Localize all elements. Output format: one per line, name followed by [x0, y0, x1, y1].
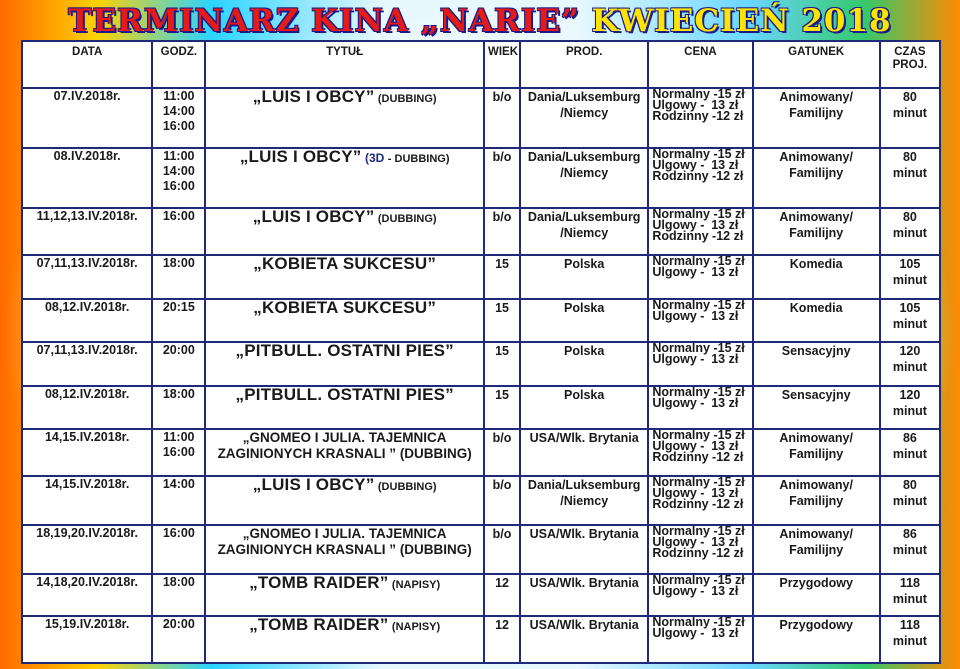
- film-title-line2: ZAGINIONYCH KRASNALI ” (DUBBING): [217, 446, 472, 461]
- price-value: 13 zł: [711, 352, 739, 366]
- genre-cell: [754, 209, 881, 256]
- production-cell: [521, 526, 649, 575]
- genre-line1: Animowany/: [779, 90, 853, 104]
- age-cell: 12: [485, 575, 521, 617]
- production-line1: Dania/Luksemburg: [527, 478, 641, 492]
- film-title: „KOBIETA SUKCESU”: [253, 300, 437, 317]
- price-value: 15 zł: [717, 209, 745, 221]
- price-value: 13 zł: [711, 626, 739, 640]
- price-type: Ulgowy -: [652, 626, 705, 640]
- film-title: „LUIS I OBCY”: [252, 89, 375, 106]
- length-unit: minut: [892, 447, 927, 461]
- price-line: [652, 546, 744, 560]
- format-3d: (3D: [364, 151, 385, 165]
- col-header-time: GODZ.: [153, 42, 206, 89]
- production-cell: [521, 209, 649, 256]
- price-value: 15 zł: [717, 149, 745, 161]
- price-type: Rodzinny -: [652, 546, 717, 560]
- production-line1: Dania/Luksemburg: [527, 210, 641, 224]
- price-type: Ulgowy -: [652, 218, 705, 232]
- col-header-price: CENA: [649, 42, 753, 89]
- price-value: 15 zł: [717, 89, 745, 101]
- price-type: Normalny -: [652, 149, 718, 161]
- length-cell: [881, 209, 939, 256]
- price-type: Rodzinny -: [652, 229, 717, 243]
- price-value: 15 zł: [717, 526, 745, 538]
- film-title: „TOMB RAIDER”: [249, 575, 389, 592]
- time-cell: [153, 477, 206, 526]
- price-value: 13 zł: [711, 98, 739, 112]
- price-type: Rodzinny -: [652, 169, 717, 183]
- production-line1: Polska: [564, 301, 605, 315]
- length-value: 105: [899, 257, 921, 271]
- production-line1: Dania/Luksemburg: [527, 150, 641, 164]
- price-value: 12 zł: [716, 169, 744, 183]
- price-cell: [649, 209, 753, 256]
- length-cell: [881, 300, 939, 343]
- price-line: [652, 628, 738, 639]
- price-value: 13 zł: [711, 439, 739, 453]
- showtime: 11:00: [163, 430, 195, 444]
- date-cell: 14,18,20.IV.2018r.: [23, 575, 153, 617]
- price-cell: [649, 343, 753, 387]
- production-line2: /Niemcy: [560, 494, 609, 508]
- production-line2: /Niemcy: [560, 226, 609, 240]
- showtime: 16:00: [162, 119, 195, 133]
- film-title: „GNOMEO I JULIA. TAJEMNICA: [242, 526, 447, 541]
- genre-line1: Animowany/: [779, 431, 853, 445]
- production-cell: [521, 430, 649, 477]
- genre-cell: [754, 256, 881, 300]
- title-cinema: TERMINARZ KINA „NARIE”: [68, 3, 580, 39]
- film-version: (NAPISY): [391, 579, 441, 591]
- length-value: 86: [902, 527, 917, 541]
- price-type: Normalny -: [652, 526, 718, 538]
- price-line: [652, 229, 744, 243]
- title-cell: [206, 343, 485, 387]
- price-line: [652, 109, 744, 123]
- price-value: 13 zł: [711, 218, 739, 232]
- showtime: 11:00: [163, 89, 195, 103]
- film-version: (DUBBING): [377, 213, 437, 225]
- price-value: 15 zł: [717, 387, 745, 399]
- price-type: Ulgowy -: [652, 309, 705, 323]
- length-unit: minut: [892, 360, 927, 374]
- time-cell: [153, 430, 206, 477]
- table-row: [23, 575, 939, 617]
- price-type: Normalny -: [652, 617, 718, 629]
- length-cell: [881, 149, 939, 209]
- time-cell: [153, 526, 206, 575]
- col-header-length-line1: CZAS: [894, 46, 926, 58]
- age-cell: b/o: [485, 430, 521, 477]
- production-cell: [521, 343, 649, 387]
- price-line: [652, 450, 744, 464]
- title-cell: [206, 89, 485, 149]
- table-row: [23, 617, 939, 662]
- genre-cell: [754, 387, 881, 430]
- price-type: Rodzinny -: [652, 497, 717, 511]
- price-value: 15 zł: [717, 430, 745, 442]
- price-value: 12 zł: [716, 450, 744, 464]
- length-value: 80: [902, 90, 917, 104]
- film-title-line2: ZAGINIONYCH KRASNALI ” (DUBBING): [217, 542, 472, 557]
- length-value: 105: [899, 301, 921, 315]
- film-title: „TOMB RAIDER”: [249, 617, 389, 634]
- genre-cell: [754, 430, 881, 477]
- showtime: 14:00: [162, 104, 195, 118]
- genre-cell: [754, 149, 881, 209]
- film-title: „LUIS I OBCY”: [252, 477, 375, 494]
- price-value: 15 zł: [717, 575, 745, 587]
- date-cell: 07,11,13.IV.2018r.: [23, 343, 153, 387]
- price-line: [652, 398, 738, 409]
- col-header-length: [881, 42, 939, 89]
- title-cell: [206, 149, 485, 209]
- genre-line2: Familijny: [789, 166, 844, 180]
- price-line: [652, 267, 738, 278]
- genre-line2: Familijny: [789, 226, 844, 240]
- showtime: 11:00: [163, 149, 195, 163]
- price-value: 13 zł: [711, 535, 739, 549]
- price-type: Normalny -: [652, 89, 718, 101]
- price-line: [652, 354, 738, 365]
- length-unit: minut: [892, 166, 927, 180]
- col-header-length-line2: PROJ.: [892, 59, 928, 71]
- price-value: 13 zł: [711, 309, 739, 323]
- genre-line2: Familijny: [789, 494, 844, 508]
- price-type: Normalny -: [652, 209, 718, 221]
- length-value: 120: [899, 388, 921, 402]
- price-type: Normalny -: [652, 256, 718, 268]
- price-type: Rodzinny -: [652, 109, 717, 123]
- genre-line1: Animowany/: [779, 478, 853, 492]
- price-type: Ulgowy -: [652, 584, 705, 598]
- showtime: 16:00: [162, 179, 195, 193]
- col-header-date: DATA: [23, 42, 153, 89]
- showtime: 20:15: [162, 300, 195, 314]
- length-cell: [881, 89, 939, 149]
- price-value: 15 zł: [717, 477, 745, 489]
- price-type: Ulgowy -: [652, 439, 705, 453]
- showtime: 16:00: [162, 526, 195, 540]
- age-cell: 15: [485, 387, 521, 430]
- price-line: [652, 169, 744, 183]
- showtime: 20:00: [162, 617, 195, 631]
- length-cell: [881, 430, 939, 477]
- film-version: (DUBBING): [377, 93, 437, 105]
- length-value: 86: [902, 431, 917, 445]
- price-type: Ulgowy -: [652, 98, 705, 112]
- time-cell: [153, 343, 206, 387]
- film-version: (NAPISY): [391, 621, 441, 633]
- production-cell: [521, 575, 649, 617]
- title-month: KWIECIEŃ 2018: [591, 3, 892, 39]
- showtime: 20:00: [162, 343, 195, 357]
- showtime: 16:00: [162, 209, 195, 223]
- time-cell: [153, 575, 206, 617]
- production-cell: [521, 387, 649, 430]
- genre-line1: Sensacyjny: [781, 388, 851, 402]
- price-value: 15 zł: [717, 343, 745, 355]
- price-type: Ulgowy -: [652, 158, 705, 172]
- col-header-title: TYTUŁ: [206, 42, 485, 89]
- genre-line2: Familijny: [789, 447, 844, 461]
- title-cell: [206, 430, 485, 477]
- genre-line1: Przygodowy: [779, 618, 853, 632]
- table-row: [23, 256, 939, 300]
- length-value: 80: [902, 478, 917, 492]
- production-line1: USA/Wlk. Brytania: [529, 431, 639, 445]
- title-cell: [206, 477, 485, 526]
- table-row: [23, 526, 939, 575]
- film-version: (DUBBING): [377, 481, 437, 493]
- genre-line1: Animowany/: [779, 527, 853, 541]
- production-line1: USA/Wlk. Brytania: [529, 618, 639, 632]
- genre-line1: Animowany/: [779, 150, 853, 164]
- date-cell: 07,11,13.IV.2018r.: [23, 256, 153, 300]
- title-cell: [206, 387, 485, 430]
- age-cell: b/o: [485, 209, 521, 256]
- price-type: Normalny -: [652, 477, 718, 489]
- price-cell: [649, 149, 753, 209]
- production-cell: [521, 300, 649, 343]
- price-value: 13 zł: [711, 158, 739, 172]
- page-title: [0, 0, 960, 42]
- length-cell: [881, 256, 939, 300]
- length-cell: [881, 343, 939, 387]
- table-row: [23, 430, 939, 477]
- length-value: 118: [899, 618, 920, 632]
- age-cell: 15: [485, 343, 521, 387]
- genre-line1: Komedia: [789, 257, 843, 271]
- title-cell: [206, 617, 485, 662]
- film-title: „LUIS I OBCY”: [239, 149, 362, 166]
- production-line1: Polska: [564, 344, 605, 358]
- time-cell: [153, 387, 206, 430]
- genre-line2: Familijny: [789, 106, 844, 120]
- production-line1: USA/Wlk. Brytania: [529, 576, 639, 590]
- price-type: Ulgowy -: [652, 265, 705, 279]
- genre-line1: Sensacyjny: [781, 344, 851, 358]
- price-value: 12 zł: [716, 229, 744, 243]
- production-cell: [521, 256, 649, 300]
- genre-cell: [754, 477, 881, 526]
- film-title: „GNOMEO I JULIA. TAJEMNICA: [242, 430, 447, 445]
- price-cell: [649, 300, 753, 343]
- film-title: „PITBULL. OSTATNI PIES”: [235, 387, 454, 404]
- price-type: Normalny -: [652, 387, 718, 399]
- genre-line1: Animowany/: [779, 210, 853, 224]
- genre-line1: Komedia: [789, 301, 843, 315]
- price-type: Ulgowy -: [652, 396, 705, 410]
- film-title: „LUIS I OBCY”: [252, 209, 375, 226]
- price-cell: [649, 387, 753, 430]
- col-header-genre: GATUNEK: [754, 42, 881, 89]
- production-line1: Dania/Luksemburg: [527, 90, 641, 104]
- col-header-prod: PROD.: [521, 42, 649, 89]
- showtime: 14:00: [162, 164, 195, 178]
- showtime: 18:00: [162, 256, 195, 270]
- title-cell: [206, 575, 485, 617]
- table-row: [23, 89, 939, 149]
- title-cell: [206, 256, 485, 300]
- time-cell: [153, 209, 206, 256]
- title-cell: [206, 300, 485, 343]
- price-cell: [649, 477, 753, 526]
- production-line1: Polska: [564, 388, 605, 402]
- age-cell: b/o: [485, 89, 521, 149]
- price-type: Ulgowy -: [652, 486, 705, 500]
- showtime: 16:00: [162, 445, 195, 459]
- price-cell: [649, 526, 753, 575]
- production-cell: [521, 477, 649, 526]
- age-cell: b/o: [485, 477, 521, 526]
- showtime: 18:00: [162, 575, 195, 589]
- time-cell: [153, 256, 206, 300]
- price-type: Normalny -: [652, 300, 718, 312]
- time-cell: [153, 617, 206, 662]
- table-row: [23, 477, 939, 526]
- table-row: [23, 209, 939, 256]
- date-cell: 08,12.IV.2018r.: [23, 387, 153, 430]
- date-cell: 15,19.IV.2018r.: [23, 617, 153, 662]
- date-cell: 11,12,13.IV.2018r.: [23, 209, 153, 256]
- age-cell: 15: [485, 256, 521, 300]
- film-title: „KOBIETA SUKCESU”: [253, 256, 437, 273]
- film-version: - DUBBING): [387, 153, 450, 165]
- price-value: 15 zł: [717, 300, 745, 312]
- length-unit: minut: [892, 226, 927, 240]
- date-cell: 07.IV.2018r.: [23, 89, 153, 149]
- price-cell: [649, 617, 753, 662]
- length-unit: minut: [892, 317, 927, 331]
- table-row: [23, 387, 939, 430]
- price-value: 13 zł: [711, 396, 739, 410]
- price-value: 13 zł: [711, 584, 739, 598]
- genre-cell: [754, 89, 881, 149]
- length-unit: minut: [892, 404, 927, 418]
- length-value: 120: [899, 344, 921, 358]
- price-value: 13 zł: [711, 265, 739, 279]
- title-cell: [206, 209, 485, 256]
- time-cell: [153, 300, 206, 343]
- price-value: 12 zł: [716, 109, 744, 123]
- price-value: 15 zł: [717, 617, 745, 629]
- production-line1: USA/Wlk. Brytania: [529, 527, 639, 541]
- title-cell: [206, 526, 485, 575]
- price-type: Normalny -: [652, 343, 718, 355]
- price-cell: [649, 89, 753, 149]
- schedule-table: [21, 40, 941, 664]
- genre-cell: [754, 343, 881, 387]
- age-cell: b/o: [485, 526, 521, 575]
- table-row: [23, 300, 939, 343]
- price-value: 12 zł: [716, 546, 744, 560]
- showtime: 18:00: [162, 387, 195, 401]
- price-type: Ulgowy -: [652, 352, 705, 366]
- date-cell: 08.IV.2018r.: [23, 149, 153, 209]
- time-cell: [153, 89, 206, 149]
- age-cell: b/o: [485, 149, 521, 209]
- table-row: [23, 343, 939, 387]
- length-cell: [881, 575, 939, 617]
- price-cell: [649, 430, 753, 477]
- production-cell: [521, 149, 649, 209]
- genre-cell: [754, 526, 881, 575]
- age-cell: 15: [485, 300, 521, 343]
- production-line1: Polska: [564, 257, 605, 271]
- production-line2: /Niemcy: [560, 106, 609, 120]
- length-unit: minut: [892, 592, 927, 606]
- price-line: [652, 586, 738, 597]
- header-row: [23, 42, 939, 89]
- price-line: [652, 311, 738, 322]
- genre-line1: Przygodowy: [779, 576, 853, 590]
- price-type: Rodzinny -: [652, 450, 717, 464]
- price-cell: [649, 575, 753, 617]
- price-type: Normalny -: [652, 575, 718, 587]
- length-unit: minut: [892, 273, 927, 287]
- production-cell: [521, 89, 649, 149]
- date-cell: 14,15.IV.2018r.: [23, 430, 153, 477]
- genre-cell: [754, 300, 881, 343]
- genre-cell: [754, 575, 881, 617]
- age-cell: 12: [485, 617, 521, 662]
- film-title: „PITBULL. OSTATNI PIES”: [235, 343, 454, 360]
- length-cell: [881, 477, 939, 526]
- price-type: Normalny -: [652, 430, 718, 442]
- length-cell: [881, 526, 939, 575]
- table-row: [23, 149, 939, 209]
- length-value: 80: [902, 150, 917, 164]
- length-unit: minut: [892, 634, 927, 648]
- production-cell: [521, 617, 649, 662]
- length-unit: minut: [892, 106, 927, 120]
- col-header-age: WIEK: [485, 42, 521, 89]
- production-line2: /Niemcy: [560, 166, 609, 180]
- price-type: Ulgowy -: [652, 535, 705, 549]
- length-unit: minut: [892, 494, 927, 508]
- time-cell: [153, 149, 206, 209]
- length-value: 118: [899, 576, 920, 590]
- length-cell: [881, 617, 939, 662]
- length-cell: [881, 387, 939, 430]
- price-cell: [649, 256, 753, 300]
- length-value: 80: [902, 210, 917, 224]
- date-cell: 14,15.IV.2018r.: [23, 477, 153, 526]
- showtime: 14:00: [162, 477, 195, 491]
- price-value: 15 zł: [717, 256, 745, 268]
- date-cell: 18,19,20.IV.2018r.: [23, 526, 153, 575]
- date-cell: 08,12.IV.2018r.: [23, 300, 153, 343]
- price-value: 12 zł: [716, 497, 744, 511]
- genre-cell: [754, 617, 881, 662]
- length-unit: minut: [892, 543, 927, 557]
- price-value: 13 zł: [711, 486, 739, 500]
- price-line: [652, 497, 744, 511]
- genre-line2: Familijny: [789, 543, 844, 557]
